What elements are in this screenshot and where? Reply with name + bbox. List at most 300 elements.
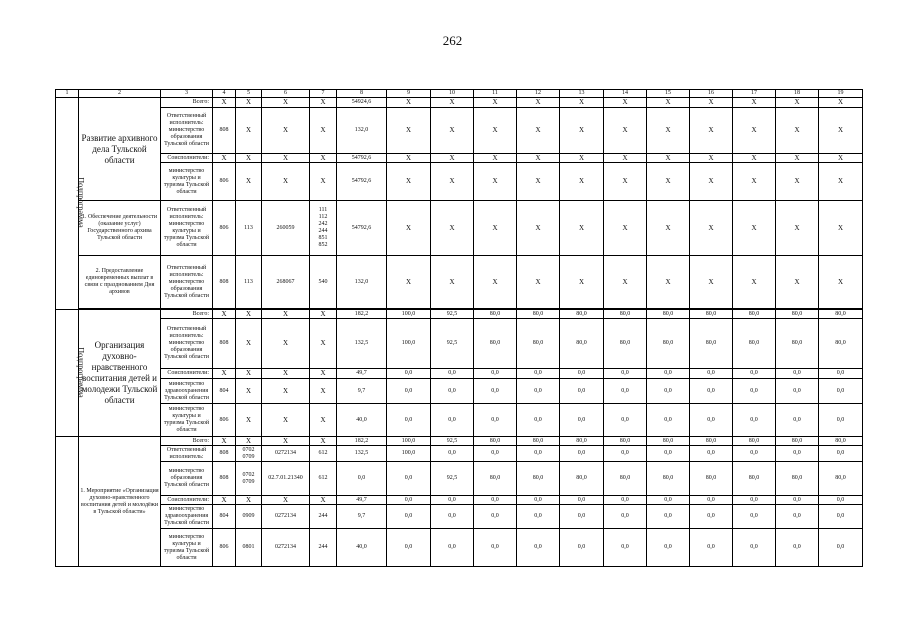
table-cell: 80,0 (733, 319, 776, 369)
table-cell: 9,7 (337, 379, 387, 404)
table-cell: X (474, 98, 517, 108)
table-cell: 40,0 (337, 529, 387, 567)
table-cell: 0,0 (819, 379, 863, 404)
table-cell: 92,5 (431, 437, 474, 446)
table-cell: X (819, 108, 863, 154)
column-header: 12 (517, 90, 560, 98)
table-cell: 0,0 (819, 505, 863, 529)
table-cell: 244 (310, 529, 337, 567)
table-cell: 0,0 (431, 505, 474, 529)
table-cell: 0,0 (819, 446, 863, 462)
table-row (56, 108, 863, 154)
table-cell: 54792,6 (337, 201, 387, 256)
table-cell: X (560, 163, 604, 201)
table-cell: 0,0 (647, 529, 690, 567)
table-cell: министерство здравоохранения Тульской области (161, 379, 213, 404)
table-cell: 0,0 (647, 379, 690, 404)
table-cell: 0,0 (819, 404, 863, 437)
table-cell: 0,0 (647, 404, 690, 437)
table-cell: 80,0 (474, 462, 517, 496)
table-cell: 80,0 (776, 310, 819, 319)
table-cell: 0,0 (387, 529, 431, 567)
table-cell: 0702 0709 (236, 462, 262, 496)
table-cell: Ответственный исполнитель: министерство образования Тульской области (161, 108, 213, 154)
table-cell: 80,0 (517, 437, 560, 446)
table-cell: 0,0 (431, 379, 474, 404)
table-cell: X (517, 154, 560, 163)
table-cell: 80,0 (647, 319, 690, 369)
table-cell: 80,0 (517, 310, 560, 319)
table-cell: X (560, 201, 604, 256)
table-cell: 804 (213, 379, 236, 404)
table-cell: 0,0 (690, 446, 733, 462)
table-cell: X (733, 163, 776, 201)
table-cell: 0,0 (733, 379, 776, 404)
table-cell: X (647, 98, 690, 108)
table-cell: X (647, 154, 690, 163)
table-cell: 80,0 (690, 462, 733, 496)
table-cell: 0,0 (517, 379, 560, 404)
table-cell: 0,0 (690, 529, 733, 567)
subprogram-name: Развитие архивного дела Тульской области (79, 98, 161, 201)
table-cell: 0,0 (776, 404, 819, 437)
table-cell: X (819, 201, 863, 256)
column-header: 1 (56, 90, 79, 98)
table-row (56, 201, 863, 256)
table-cell: 80,0 (560, 462, 604, 496)
table-cell: Всего: (161, 310, 213, 319)
table-cell: 80,0 (690, 437, 733, 446)
table-cell: X (262, 379, 310, 404)
table-cell (56, 437, 79, 567)
column-header: 8 (337, 90, 387, 98)
table-cell: 0,0 (690, 505, 733, 529)
table-cell: X (474, 108, 517, 154)
table-cell: X (262, 437, 310, 446)
column-header: 14 (604, 90, 647, 98)
table-cell: 0,0 (517, 446, 560, 462)
table-cell: 0,0 (337, 462, 387, 496)
table-cell: 0,0 (604, 446, 647, 462)
table-cell: Соисполнители: (161, 496, 213, 505)
table-cell: X (819, 98, 863, 108)
table-row (56, 163, 863, 201)
table-cell: X (776, 256, 819, 309)
table-cell: 1. Обеспечение деятельности (оказание услуг) Государственного архива Тульской области (79, 201, 161, 256)
table-cell: X (262, 496, 310, 505)
table-cell: 80,0 (733, 437, 776, 446)
table-cell: X (236, 404, 262, 437)
table-cell: X (262, 163, 310, 201)
table-cell: 2. Предоставление единовременных выплат в связи с празднованием Дня архивов (79, 256, 161, 309)
table-cell: X (690, 108, 733, 154)
table-cell: X (474, 154, 517, 163)
table-cell: X (236, 496, 262, 505)
table-cell: 40,0 (337, 404, 387, 437)
table-cell: X (310, 379, 337, 404)
table-cell: X (647, 256, 690, 309)
table-cell: 0272134 (262, 446, 310, 462)
table-cell: 0,0 (604, 496, 647, 505)
table-cell: 0,0 (560, 529, 604, 567)
table-cell: 806 (213, 201, 236, 256)
table-cell: X (647, 108, 690, 154)
table-cell: 80,0 (474, 319, 517, 369)
table-cell: Соисполнители: (161, 154, 213, 163)
column-header: 2 (79, 90, 161, 98)
table-cell: X (604, 163, 647, 201)
table-cell: 0,0 (431, 496, 474, 505)
table-row (56, 529, 863, 567)
table-cell: 0,0 (517, 369, 560, 379)
table-cell: 80,0 (517, 319, 560, 369)
table-cell: Всего: (161, 437, 213, 446)
table-cell: 0,0 (474, 496, 517, 505)
table-cell: 612 (310, 462, 337, 496)
table-cell: X (310, 369, 337, 379)
column-header: 19 (819, 90, 863, 98)
table-row (56, 90, 863, 98)
table-cell: X (776, 201, 819, 256)
table-cell: X (236, 108, 262, 154)
table-cell: 0,0 (387, 379, 431, 404)
table-cell: X (517, 98, 560, 108)
table-cell: 808 (213, 108, 236, 154)
table-cell: 0,0 (560, 446, 604, 462)
table-cell: X (776, 163, 819, 201)
column-header: 4 (213, 90, 236, 98)
table-cell: 0,0 (733, 404, 776, 437)
table-cell: X (604, 154, 647, 163)
table-cell: X (560, 98, 604, 108)
table-cell: 0,0 (604, 529, 647, 567)
table-cell: X (236, 154, 262, 163)
table-cell: 0,0 (474, 505, 517, 529)
table-cell: 80,0 (604, 310, 647, 319)
table-cell: X (310, 496, 337, 505)
table-cell: министерство здравоохранения Тульской области (161, 505, 213, 529)
table-cell: Всего: (161, 98, 213, 108)
column-header: 18 (776, 90, 819, 98)
table-cell: 54792,6 (337, 154, 387, 163)
table-cell: 49,7 (337, 369, 387, 379)
table-cell: X (310, 163, 337, 201)
table-cell: 0801 (236, 529, 262, 567)
table-row (56, 379, 863, 404)
column-header: 15 (647, 90, 690, 98)
table-cell: X (776, 154, 819, 163)
table-cell: 0,0 (474, 446, 517, 462)
table-cell: 0,0 (733, 369, 776, 379)
table-cell: X (776, 108, 819, 154)
table-cell: 80,0 (776, 437, 819, 446)
table-cell: 0,0 (474, 369, 517, 379)
table-cell: 02.7.01.21340 (262, 462, 310, 496)
table-cell: X (431, 163, 474, 201)
column-header: 11 (474, 90, 517, 98)
table-cell: 0,0 (517, 505, 560, 529)
table-cell: 0,0 (604, 404, 647, 437)
table-cell: X (517, 108, 560, 154)
table-cell: 132,0 (337, 256, 387, 309)
table-cell: 0,0 (819, 496, 863, 505)
table-cell: 80,0 (604, 319, 647, 369)
column-header: 6 (262, 90, 310, 98)
table-cell: 0,0 (776, 505, 819, 529)
table-cell: X (236, 369, 262, 379)
table-cell: X (387, 256, 431, 309)
table-cell: Ответственный исполнитель: (161, 446, 213, 462)
table-cell: 0,0 (387, 369, 431, 379)
table-cell: 0,0 (819, 529, 863, 567)
table-cell: 0,0 (387, 404, 431, 437)
table-cell: 804 (213, 505, 236, 529)
page-number: 262 (442, 33, 463, 48)
column-header: 13 (560, 90, 604, 98)
table-cell: X (690, 163, 733, 201)
table-cell: X (733, 154, 776, 163)
table-cell: 80,0 (819, 319, 863, 369)
table-cell: X (213, 496, 236, 505)
table-row (56, 369, 863, 379)
table-cell: 80,0 (474, 310, 517, 319)
table-cell: 0,0 (474, 529, 517, 567)
table-cell: 132,0 (337, 108, 387, 154)
table-row (56, 310, 863, 319)
table-cell: X (310, 404, 337, 437)
table-cell: 0,0 (647, 496, 690, 505)
table-cell: 540 (310, 256, 337, 309)
table-cell: 806 (213, 529, 236, 567)
table-cell (56, 310, 86, 437)
table-cell: 0702 0709 (236, 446, 262, 462)
table-cell: X (560, 256, 604, 309)
table-cell: X (310, 108, 337, 154)
table-cell: министерство культуры и туризма Тульской области (161, 529, 213, 567)
column-header: 16 (690, 90, 733, 98)
table-cell (56, 98, 86, 310)
table-cell: 0,0 (431, 369, 474, 379)
table-cell: X (387, 163, 431, 201)
table-cell: 0,0 (776, 496, 819, 505)
table-cell: 0,0 (517, 529, 560, 567)
table-cell: 80,0 (647, 462, 690, 496)
table-cell: 0,0 (776, 369, 819, 379)
table-cell: 0,0 (690, 369, 733, 379)
table-cell: X (262, 98, 310, 108)
table-cell: 80,0 (690, 319, 733, 369)
table-cell: X (431, 154, 474, 163)
table-cell: 0,0 (690, 379, 733, 404)
table-cell: 806 (213, 404, 236, 437)
table-cell: X (517, 201, 560, 256)
table-cell: 80,0 (560, 437, 604, 446)
table-cell: 0909 (236, 505, 262, 529)
table-cell: 182,2 (337, 310, 387, 319)
table-cell: X (213, 310, 236, 319)
table-cell: X (262, 154, 310, 163)
table-cell: 80,0 (474, 437, 517, 446)
table-cell: 92,5 (431, 319, 474, 369)
table-cell: 0,0 (733, 505, 776, 529)
table-cell: X (474, 256, 517, 309)
table-row (56, 319, 863, 369)
table-row (56, 505, 863, 529)
table-cell: 92,5 (431, 310, 474, 319)
table-cell: X (776, 98, 819, 108)
table-row (56, 462, 863, 496)
table-cell: X (647, 201, 690, 256)
table-cell: 80,0 (733, 310, 776, 319)
column-header: 9 (387, 90, 431, 98)
table-cell: 244 (310, 505, 337, 529)
table-row (56, 404, 863, 437)
table-cell: X (733, 98, 776, 108)
table-cell: X (517, 256, 560, 309)
table-cell: 0,0 (387, 496, 431, 505)
table-cell: X (690, 201, 733, 256)
table-cell: 80,0 (690, 310, 733, 319)
table-row (56, 256, 863, 309)
table-cell: 0,0 (387, 505, 431, 529)
table-cell: 0,0 (776, 446, 819, 462)
table-cell: 808 (213, 462, 236, 496)
table-cell: 808 (213, 256, 236, 309)
table-cell: X (690, 154, 733, 163)
table-cell: Ответственный исполнитель: министерство культуры и туризма Тульской области (161, 201, 213, 256)
table-cell: X (310, 310, 337, 319)
table-cell: 80,0 (819, 462, 863, 496)
table-cell: X (310, 319, 337, 369)
table-cell: 111 112 242 244 851 852 (310, 201, 337, 256)
table-cell: 80,0 (647, 310, 690, 319)
table-row (56, 496, 863, 505)
table-cell: X (690, 256, 733, 309)
table-cell: министерство культуры и туризма Тульской области (161, 404, 213, 437)
table-cell: X (733, 108, 776, 154)
table-cell: Ответственный исполнитель: министерство образования Тульской области (161, 319, 213, 369)
table-cell: X (236, 437, 262, 446)
table-cell: X (236, 379, 262, 404)
table-cell: X (236, 98, 262, 108)
table-cell: X (262, 108, 310, 154)
table-cell: 80,0 (776, 319, 819, 369)
table-cell: 0,0 (560, 505, 604, 529)
table-cell: 0,0 (733, 446, 776, 462)
table-cell: X (310, 154, 337, 163)
table-cell: X (560, 108, 604, 154)
table-cell: X (213, 369, 236, 379)
table-cell: 182,2 (337, 437, 387, 446)
table-cell: X (819, 154, 863, 163)
table-cell: 80,0 (604, 437, 647, 446)
table-cell: Ответственный исполнитель: министерство образования Тульской области (161, 256, 213, 309)
table-cell: X (431, 108, 474, 154)
table-cell: 808 (213, 319, 236, 369)
table-cell: 0,0 (690, 496, 733, 505)
table-cell: 0,0 (431, 529, 474, 567)
table-cell: 0,0 (517, 404, 560, 437)
table-cell: 80,0 (733, 462, 776, 496)
table-cell: X (474, 163, 517, 201)
table-cell: 0272134 (262, 505, 310, 529)
table-cell: Соисполнители: (161, 369, 213, 379)
table-cell: 806 (213, 163, 236, 201)
table-cell: X (213, 98, 236, 108)
table-cell: 100,0 (387, 310, 431, 319)
column-header: 7 (310, 90, 337, 98)
table-cell: 80,0 (560, 319, 604, 369)
table-cell: 0,0 (387, 462, 431, 496)
table-cell: X (310, 98, 337, 108)
table-cell: 54792,6 (337, 163, 387, 201)
table-cell: 80,0 (819, 310, 863, 319)
table-cell: 0,0 (431, 404, 474, 437)
table-cell: 0,0 (517, 496, 560, 505)
column-header: 10 (431, 90, 474, 98)
table-cell: 808 (213, 446, 236, 462)
table-cell: 100,0 (387, 446, 431, 462)
table-cell: 132,5 (337, 319, 387, 369)
table-cell: X (604, 201, 647, 256)
table-cell: X (387, 98, 431, 108)
budget-table (55, 89, 863, 567)
table-cell: X (262, 310, 310, 319)
table-cell: X (431, 201, 474, 256)
vertical-label: Подпрограмма (76, 177, 86, 228)
table-cell: 0,0 (604, 369, 647, 379)
vertical-label: Подпрограмма (76, 346, 86, 398)
table-cell: 0,0 (604, 505, 647, 529)
table-cell: 0,0 (819, 369, 863, 379)
table-cell: X (517, 163, 560, 201)
table-cell: 54924,6 (337, 98, 387, 108)
table-cell: X (431, 98, 474, 108)
table-cell: 0,0 (776, 379, 819, 404)
table-cell: 80,0 (647, 437, 690, 446)
column-header: 5 (236, 90, 262, 98)
table-cell: 0,0 (733, 529, 776, 567)
table-cell: X (560, 154, 604, 163)
table-cell: 612 (310, 446, 337, 462)
table-cell: 0,0 (776, 529, 819, 567)
table-cell: 100,0 (387, 437, 431, 446)
table-row (56, 98, 863, 108)
table-cell: 0,0 (604, 379, 647, 404)
table-cell: 132,5 (337, 446, 387, 462)
table-cell: X (690, 98, 733, 108)
subprogram-name: Организация духовно-нравственного воспитания детей и молодежи Тульской области (79, 310, 161, 437)
table-cell: 0,0 (690, 404, 733, 437)
table-cell: X (262, 404, 310, 437)
table-cell: X (236, 310, 262, 319)
table-row (56, 154, 863, 163)
table-cell: 100,0 (387, 319, 431, 369)
table-cell: 113 (236, 201, 262, 256)
table-cell: 0272134 (262, 529, 310, 567)
table-cell: X (474, 201, 517, 256)
table-cell: 80,0 (819, 437, 863, 446)
table-cell: министерство образования Тульской области (161, 462, 213, 496)
table-cell: X (604, 108, 647, 154)
table-cell: X (387, 201, 431, 256)
table-cell: 0,0 (431, 446, 474, 462)
table-cell: X (604, 98, 647, 108)
table-cell: X (733, 201, 776, 256)
table-cell: X (819, 163, 863, 201)
table-cell: 92,5 (431, 462, 474, 496)
table-cell: 0,0 (647, 505, 690, 529)
